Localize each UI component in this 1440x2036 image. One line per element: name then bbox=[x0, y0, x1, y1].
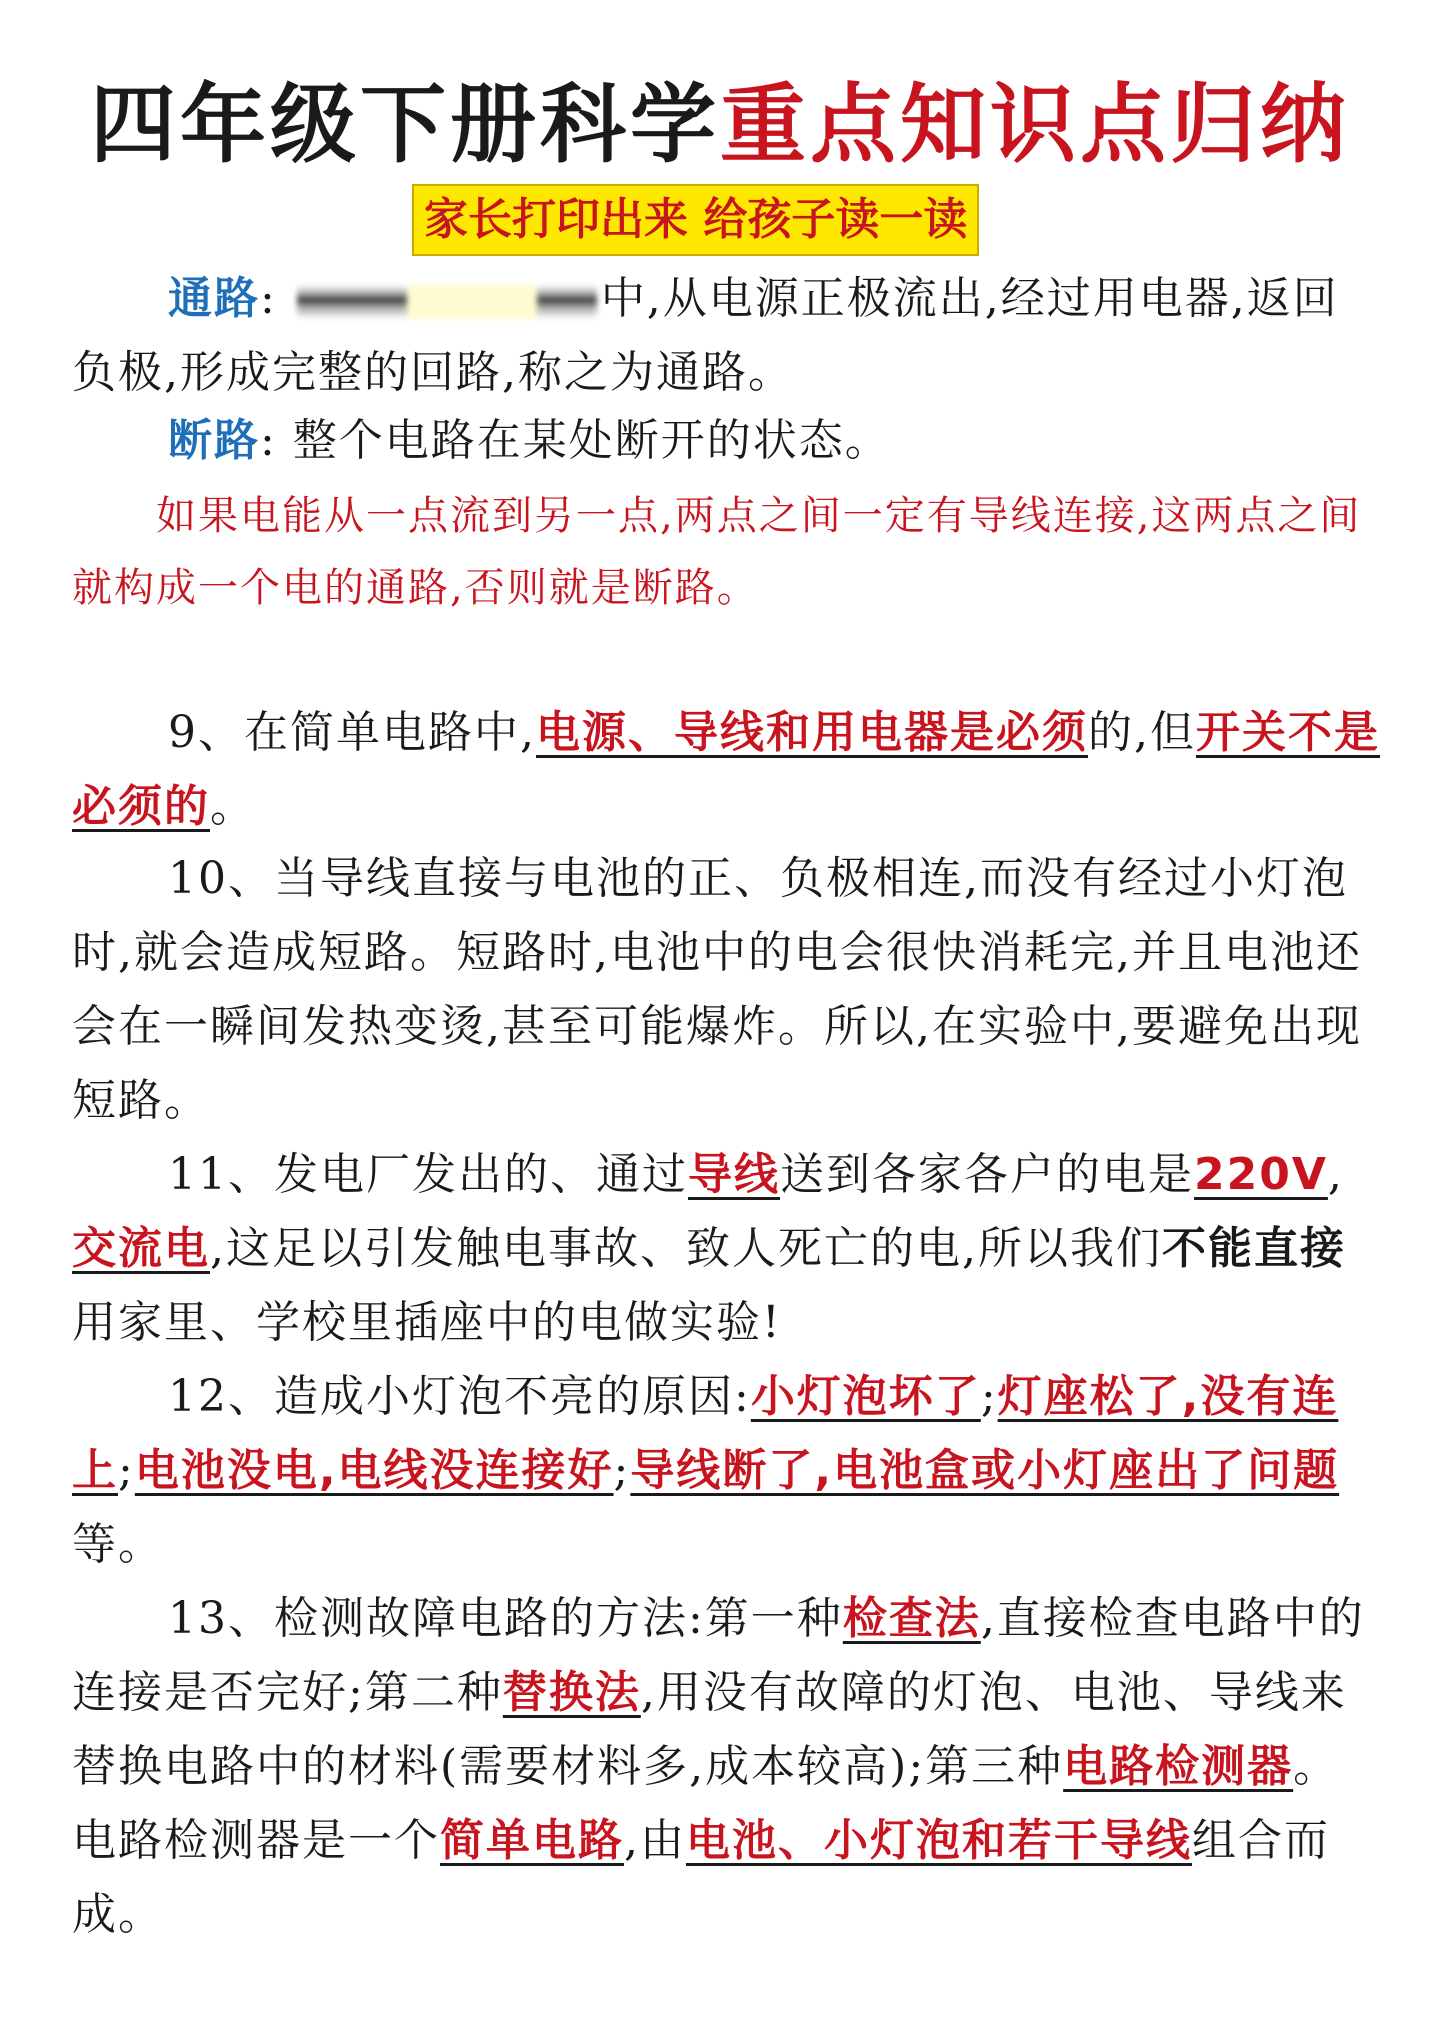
paragraph-13 bbox=[72, 1582, 1382, 1952]
colon: : bbox=[260, 273, 293, 324]
p11-highlight-1: 导线 bbox=[688, 1149, 780, 1200]
p11-text-c: 送到各家各户的电是 bbox=[780, 1149, 1194, 1200]
tonglu-text: 中,从电源正极流出,经过用电器,返回负极,形成完整的回路,称之为通路。 bbox=[72, 273, 1339, 398]
paragraph-10: 10、当导线直接与电池的正、负极相连,而没有经过小灯泡时,就会造成短路。短路时,电池中的电会很快消耗完,并且电池还会在一瞬间发热变烫,甚至可能爆炸。所以,在实验中,要避免出现短路。 bbox=[72, 853, 1362, 1126]
p13-highlight-5: 电池、小灯泡和若干导线 bbox=[686, 1815, 1192, 1866]
p9-highlight-1: 电源、导线和用电器是必须 bbox=[535, 707, 1088, 758]
p12-sep-1: ; bbox=[980, 1371, 998, 1422]
p12-highlight-3: 电池没电,电线没连接好 bbox=[134, 1445, 614, 1496]
p13-text-k: 组合而成。 bbox=[72, 1815, 1330, 1940]
p13-text-g: 。电路检测器是一个 bbox=[72, 1741, 1340, 1866]
p11-text-e: , bbox=[1327, 1149, 1344, 1200]
p12-highlight-2: 灯座松了,没有连上 bbox=[72, 1371, 1339, 1496]
p12-highlight-4: 导线断了,电池盒或小灯座出了问题 bbox=[630, 1445, 1340, 1496]
p9-text-c: 的,但 bbox=[1087, 707, 1196, 758]
paragraph-12 bbox=[72, 1360, 1382, 1582]
p11-highlight-3: 交流电 bbox=[72, 1223, 210, 1274]
p12-highlight-1: 小灯泡坏了 bbox=[750, 1371, 981, 1422]
p13-highlight-4: 简单电路 bbox=[440, 1815, 624, 1866]
p11-text-a: 11、发电厂发出的、通过 bbox=[168, 1149, 688, 1200]
term-duanlu: 断路 bbox=[168, 415, 260, 466]
p9-highlight-2: 开关不是必须的 bbox=[72, 707, 1380, 832]
p13-highlight-2: 替换法 bbox=[502, 1667, 641, 1718]
p13-text-i: ,由 bbox=[624, 1815, 686, 1866]
paragraph-duanlu bbox=[72, 404, 1382, 478]
p9-text-a: 9、在简单电路中, bbox=[168, 707, 536, 758]
p13-highlight-1: 检查法 bbox=[842, 1593, 981, 1644]
p13-highlight-3: 电路检测器 bbox=[1063, 1741, 1294, 1792]
paragraph-9 bbox=[72, 696, 1382, 844]
paragraph-11 bbox=[72, 1138, 1382, 1360]
p12-text-a: 12、造成小灯泡不亮的原因: bbox=[168, 1371, 751, 1422]
p13-text-a: 13、检测故障电路的方法:第一种 bbox=[168, 1593, 843, 1644]
title-red: 重点知识点归纳 bbox=[720, 75, 1350, 175]
duanlu-text: : 整个电路在某处断开的状态。 bbox=[260, 415, 891, 466]
paragraph-note-red: 如果电能从一点流到另一点,两点之间一定有导线连接,这两点之间就构成一个电的通路,否则就是断路。 bbox=[72, 493, 1362, 611]
highlight-mark bbox=[407, 285, 537, 319]
p12-sep-3: ; bbox=[613, 1445, 631, 1496]
subtitle-banner: 家长打印出来 给孩子读一读 bbox=[412, 184, 979, 256]
p11-text-i: 用家里、学校里插座中的电做实验! bbox=[72, 1297, 782, 1348]
redaction-blur bbox=[297, 285, 597, 319]
p12-sep-2: ; bbox=[118, 1445, 135, 1496]
p13-text-e: ,用没有故障的灯泡、电池、导线来替换电路中的材料(需要材料多,成本较高);第三种 bbox=[72, 1667, 1347, 1792]
p13-text-c: ,直接检查电路中的连接是否完好;第二种 bbox=[72, 1593, 1365, 1718]
p11-bold: 不能直接 bbox=[1161, 1223, 1346, 1274]
p9-text-e: 。 bbox=[210, 781, 256, 832]
title-black: 四年级下册科学 bbox=[90, 75, 720, 175]
p11-highlight-2: 220V bbox=[1194, 1149, 1328, 1200]
term-tonglu: 通路 bbox=[168, 273, 260, 324]
p12-text-i: 等。 bbox=[72, 1519, 164, 1570]
page-title bbox=[0, 70, 1440, 180]
p11-text-g: ,这足以引发触电事故、致人死亡的电,所以我们 bbox=[210, 1223, 1162, 1274]
paragraph-tonglu bbox=[72, 262, 1382, 410]
